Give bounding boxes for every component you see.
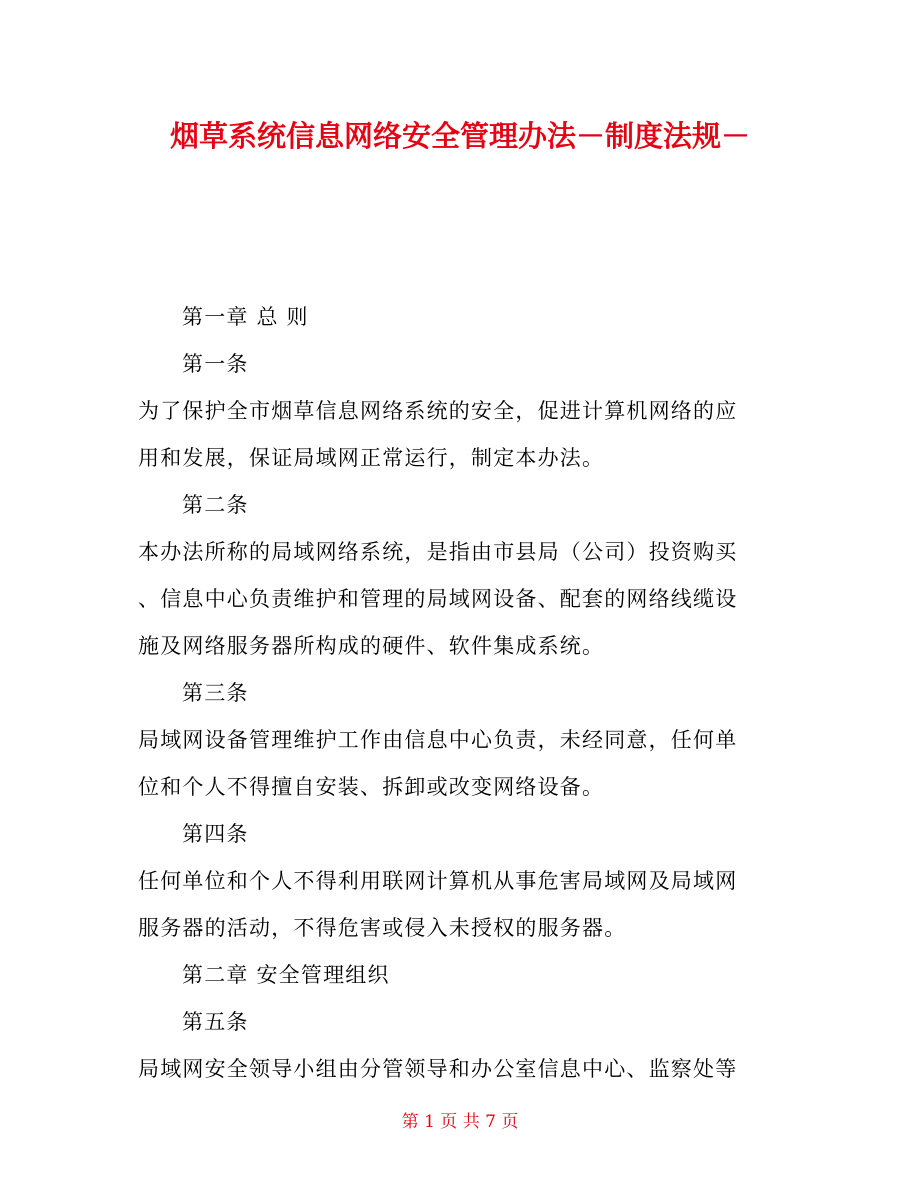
text-line: 为了保护全市烟草信息网络系统的安全，促进计算机网络的应 [138,399,738,423]
page-footer: 第 1 页 共 7 页 [401,1112,519,1132]
text-line: 用和发展，保证局域网正常运行，制定本办法。 [138,446,605,470]
text-line: 局域网设备管理维护工作由信息中心负责，未经同意，任何单 [138,728,738,752]
text-line: 服务器的活动，不得危害或侵入未授权的服务器。 [138,916,627,940]
text-line: 、信息中心负责维护和管理的局域网设备、配套的网络线缆设 [138,587,738,611]
text-line: 第二条 [182,493,249,517]
text-line: 第四条 [182,822,249,846]
text-line: 第一章 总 则 [182,305,309,329]
text-line: 局域网安全领导小组由分管领导和办公室信息中心、监察处等 [138,1057,738,1081]
text-line: 本办法所称的局域网络系统，是指由市县局（公司）投资购买 [138,540,738,564]
document-title: 烟草系统信息网络安全管理办法－制度法规－ [169,119,750,153]
document-body [138,294,786,1093]
text-line: 第五条 [182,1010,249,1034]
text-line: 第一条 [182,352,249,376]
text-line: 第二章 安全管理组织 [182,963,390,987]
text-line: 施及网络服务器所构成的硬件、软件集成系统。 [138,634,605,658]
text-line: 任何单位和个人不得利用联网计算机从事危害局域网及局域网 [138,869,738,893]
text-line: 第三条 [182,681,249,705]
text-line: 位和个人不得擅自安装、拆卸或改变网络设备。 [138,775,605,799]
